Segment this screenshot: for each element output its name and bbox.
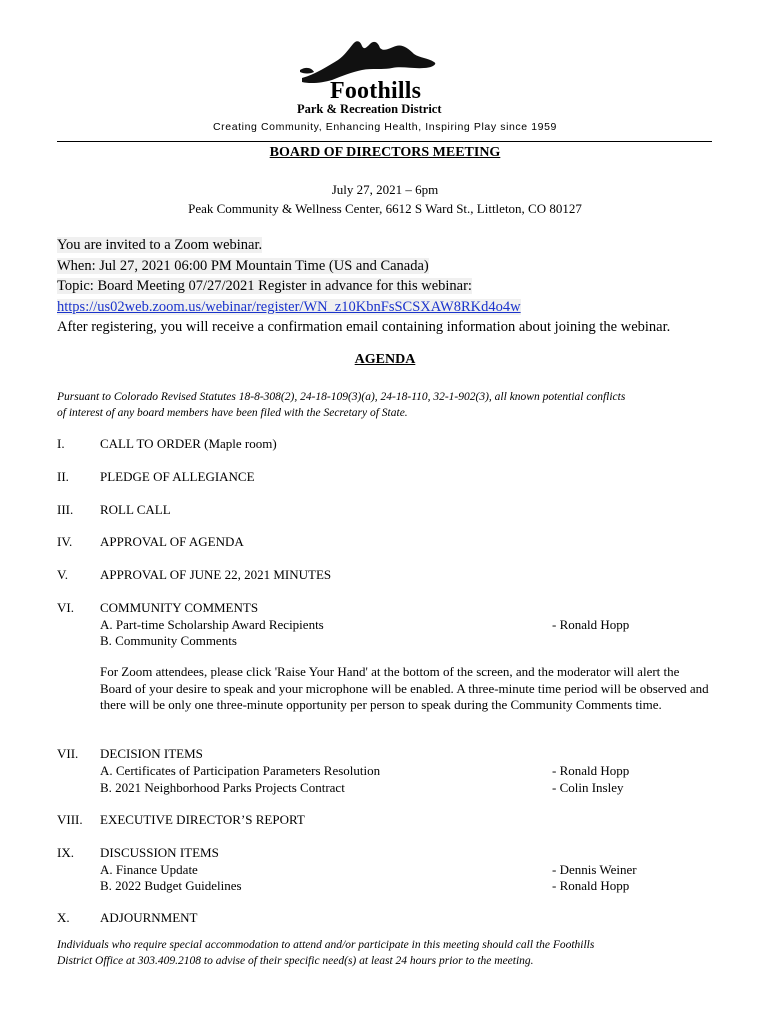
- accommodation-line-1: Individuals who require special accommodation to attend and/or participate in this meeting should call the Foothills: [57, 939, 595, 951]
- statute-line-1: Pursuant to Colorado Revised Statutes 18-8-308(2), 24-18-109(3)(a), 24-18-110, 32-1-902(3), all known potential conflicts: [57, 391, 626, 403]
- sub-item: B. 2021 Neighborhood Parks Projects Contract: [100, 780, 345, 795]
- sub-item: B. 2022 Budget Guidelines: [100, 878, 242, 893]
- agenda-num: II.: [57, 469, 69, 484]
- sub-item: A. Part-time Scholarship Award Recipients: [100, 617, 324, 632]
- zoom-topic-line: Topic: Board Meeting 07/27/2021 Register in advance for this webinar:: [57, 278, 472, 294]
- agenda-num: IV.: [57, 534, 73, 549]
- presenter: - Ronald Hopp: [552, 763, 630, 778]
- agenda-item-approval-agenda: APPROVAL OF AGENDA: [100, 534, 244, 549]
- agenda-item-discussion-items: DISCUSSION ITEMS: [100, 845, 219, 860]
- agenda-item-community-comments: COMMUNITY COMMENTS: [100, 600, 259, 615]
- logo-wordmark: Foothills: [330, 78, 422, 104]
- header-divider: [57, 141, 712, 142]
- agenda-num: X.: [57, 910, 70, 925]
- agenda-num: III.: [57, 502, 74, 517]
- zoom-when-line: When: Jul 27, 2021 06:00 PM Mountain Time (US and Canada): [57, 257, 429, 274]
- agenda-item-pledge: PLEDGE OF ALLEGIANCE: [100, 469, 255, 484]
- agenda-item-executive-report: EXECUTIVE DIRECTOR’S REPORT: [100, 812, 305, 827]
- agenda-num: VI.: [57, 600, 74, 615]
- agenda-num: VII.: [57, 746, 79, 761]
- zoom-invitation: [57, 235, 737, 338]
- accommodation-notice: [57, 937, 717, 969]
- accommodation-line-2: District Office at 303.409.2108 to advise of their specific need(s) at least 24 hours prior to the meeting.: [57, 955, 534, 967]
- agenda-item-adjournment: ADJOURNMENT: [100, 910, 198, 925]
- agenda-num: V.: [57, 567, 68, 582]
- zoom-comment-instructions: For Zoom attendees, please click 'Raise Your Hand' at the bottom of the screen, and the moderator will alert the Board of your desire to speak and your microphone will be enabled. A three-minute time period will be observed and there will be only one three-minute opportunity per person to speak during the Community Comments time.: [100, 664, 709, 712]
- statute-line-2: of interest of any board members have been filed with the Secretary of State.: [57, 407, 408, 419]
- presenter: - Dennis Weiner: [552, 862, 637, 877]
- sub-item: A. Finance Update: [100, 862, 198, 877]
- agenda-item-call-to-order: CALL TO ORDER (Maple room): [100, 436, 277, 451]
- meeting-location: Peak Community & Wellness Center, 6612 S Ward St., Littleton, CO 80127: [188, 201, 582, 216]
- zoom-invite-line: You are invited to a Zoom webinar.: [57, 237, 263, 253]
- presenter: - Ronald Hopp: [552, 878, 630, 893]
- zoom-register-link[interactable]: https://us02web.zoom.us/webinar/register/WN_z10KbnFsSCSXAW8RKd4o4w: [57, 298, 521, 315]
- meeting-date: July 27, 2021 – 6pm: [331, 182, 439, 197]
- meeting-title: BOARD OF DIRECTORS MEETING: [269, 145, 501, 160]
- statute-notice: [57, 389, 717, 421]
- agenda-num: I.: [57, 436, 65, 451]
- logo-subtitle: Park & Recreation District: [297, 102, 442, 116]
- agenda-item-approval-minutes: APPROVAL OF JUNE 22, 2021 MINUTES: [100, 567, 332, 582]
- sub-item: B. Community Comments: [100, 633, 237, 648]
- sub-item: A. Certificates of Participation Parameters Resolution: [100, 763, 381, 778]
- agenda-num: IX.: [57, 845, 74, 860]
- tagline: Creating Community, Enhancing Health, Inspiring Play since 1959: [212, 121, 558, 133]
- agenda-num: VIII.: [57, 812, 83, 827]
- agenda-item-decision-items: DECISION ITEMS: [100, 746, 203, 761]
- presenter: - Ronald Hopp: [552, 617, 630, 632]
- zoom-after-line: After registering, you will receive a confirmation email containing information about joining the webinar.: [57, 319, 671, 335]
- presenter: - Colin Insley: [552, 780, 624, 795]
- agenda-heading: AGENDA: [354, 352, 416, 367]
- agenda-item-roll-call: ROLL CALL: [100, 502, 171, 517]
